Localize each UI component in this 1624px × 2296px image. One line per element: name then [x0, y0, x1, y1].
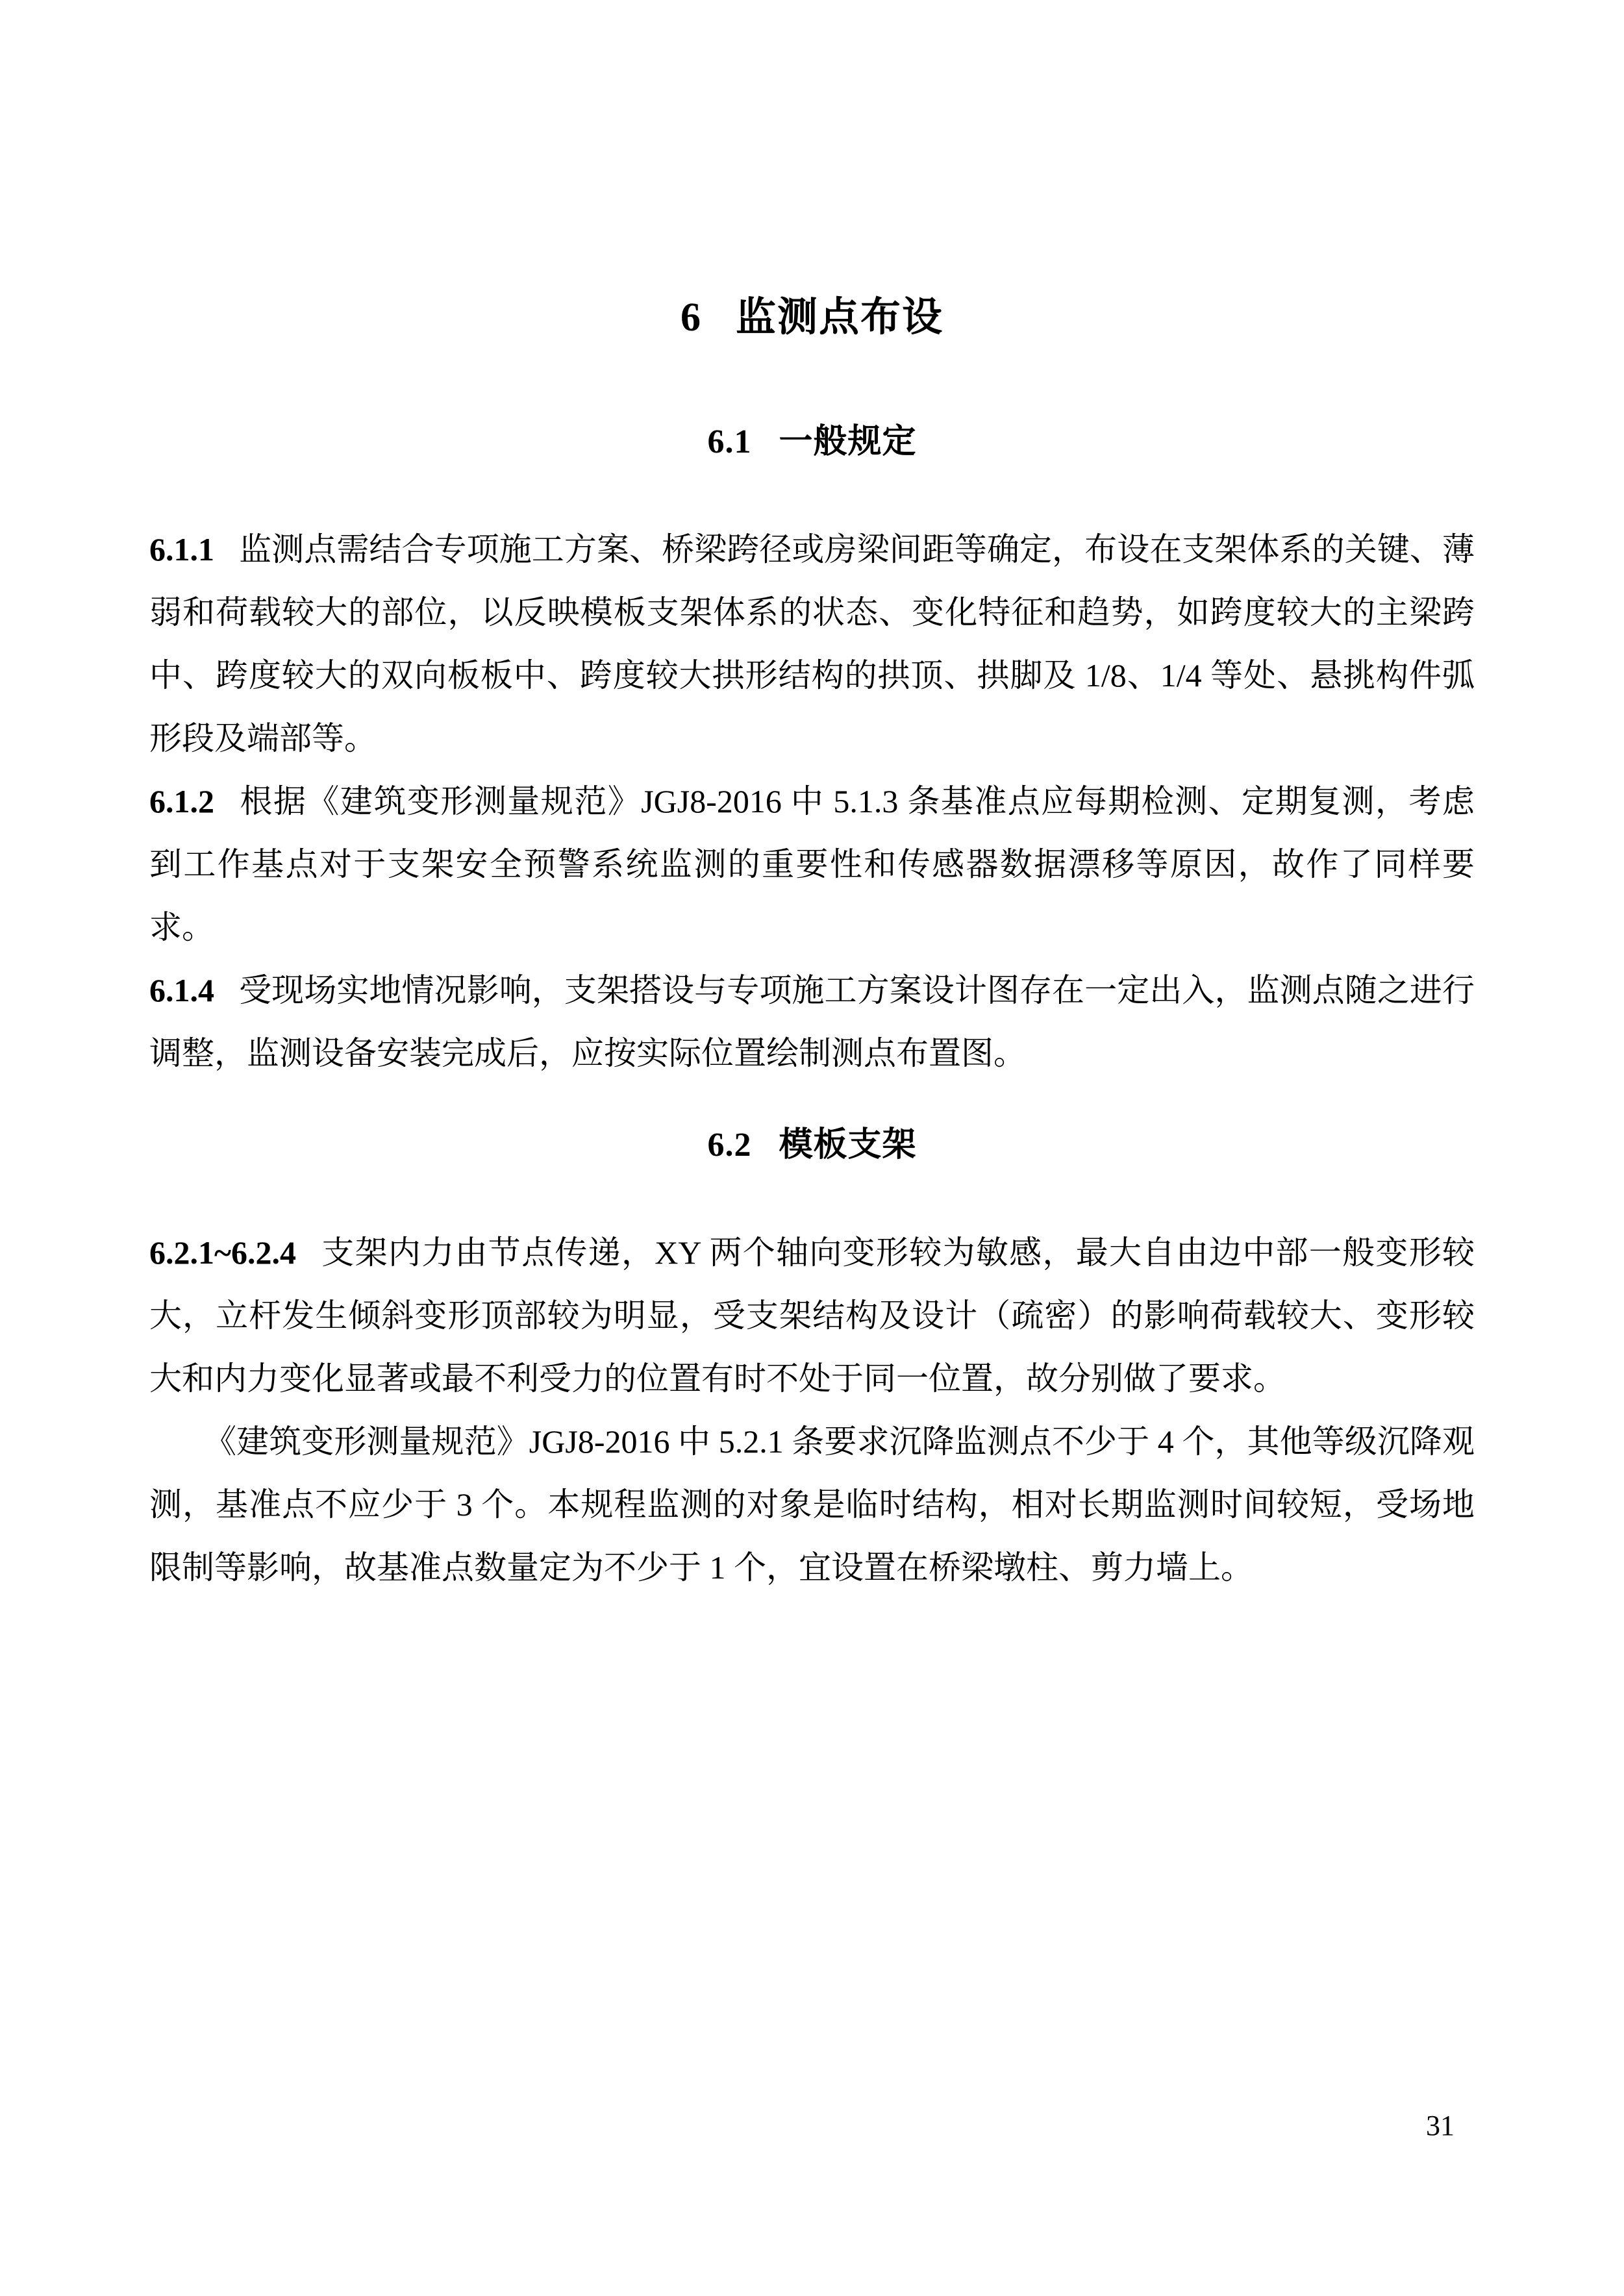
section-heading-6-2	[149, 1127, 1475, 1164]
chapter-number: 6	[680, 295, 702, 340]
chapter-title	[149, 0, 1475, 342]
paragraph-label: 6.1.1	[149, 531, 214, 568]
section-heading-6-1	[149, 423, 1475, 461]
paragraph-text: 监测点需结合专项施工方案、桥梁跨径或房梁间距等确定，布设在支架体系的关键、薄弱和荷载较大的部位，以反映模板支架体系的状态、变化特征和趋势，如跨度较大的主梁跨中、跨度较大的双向板板中、跨度较大拱形结构的拱顶、拱脚及 1/8、1/4 等处、悬挑构件弧形段及端部等。	[149, 531, 1475, 756]
section-number: 6.2	[707, 1127, 752, 1164]
paragraph-text: 支架内力由节点传递，XY 两个轴向变形较为敏感，最大自由边中部一般变形较大，立杆发生倾斜变形顶部较为明显，受支架结构及设计（疏密）的影响荷载较大、变形较大和内力变化显著或最不利受力的位置有时不处于同一位置，故分别做了要求。	[149, 1234, 1475, 1397]
paragraph-6-1-2	[149, 770, 1475, 959]
paragraph-label: 6.1.4	[149, 972, 214, 1008]
paragraph-text: 《建筑变形测量规范》JGJ8-2016 中 5.2.1 条要求沉降监测点不少于 4 个，其他等级沉降观测，基准点不应少于 3 个。本规程监测的对象是临时结构，相对长期监测时间较短，受场地限制等影响，故基准点数量定为不少于 1 个，宜设置在桥梁墩柱、剪力墙上。	[149, 1423, 1475, 1586]
paragraph-text: 根据《建筑变形测量规范》JGJ8-2016 中 5.1.3 条基准点应每期检测、定期复测，考虑到工作基点对于支架安全预警系统监测的重要性和传感器数据漂移等原因，故作了同样要求。	[149, 783, 1475, 945]
section-title-text: 模板支架	[779, 1127, 917, 1164]
page-number: 31	[1426, 2110, 1455, 2141]
paragraph-text: 受现场实地情况影响，支架搭设与专项施工方案设计图存在一定出入，监测点随之进行调整，监测设备安装完成后，应按实际位置绘制测点布置图。	[149, 972, 1475, 1071]
paragraph-6-2-1-to-6-2-4	[149, 1221, 1475, 1410]
paragraph-6-1-4	[149, 959, 1475, 1085]
paragraph-label: 6.2.1~6.2.4	[149, 1234, 297, 1271]
section-number: 6.1	[707, 423, 752, 460]
paragraph-jgj8-settlement	[149, 1410, 1475, 1599]
chapter-title-text: 监测点布设	[735, 295, 943, 340]
paragraph-label: 6.1.2	[149, 783, 214, 819]
paragraph-6-1-1	[149, 518, 1475, 770]
section-title-text: 一般规定	[779, 423, 917, 460]
